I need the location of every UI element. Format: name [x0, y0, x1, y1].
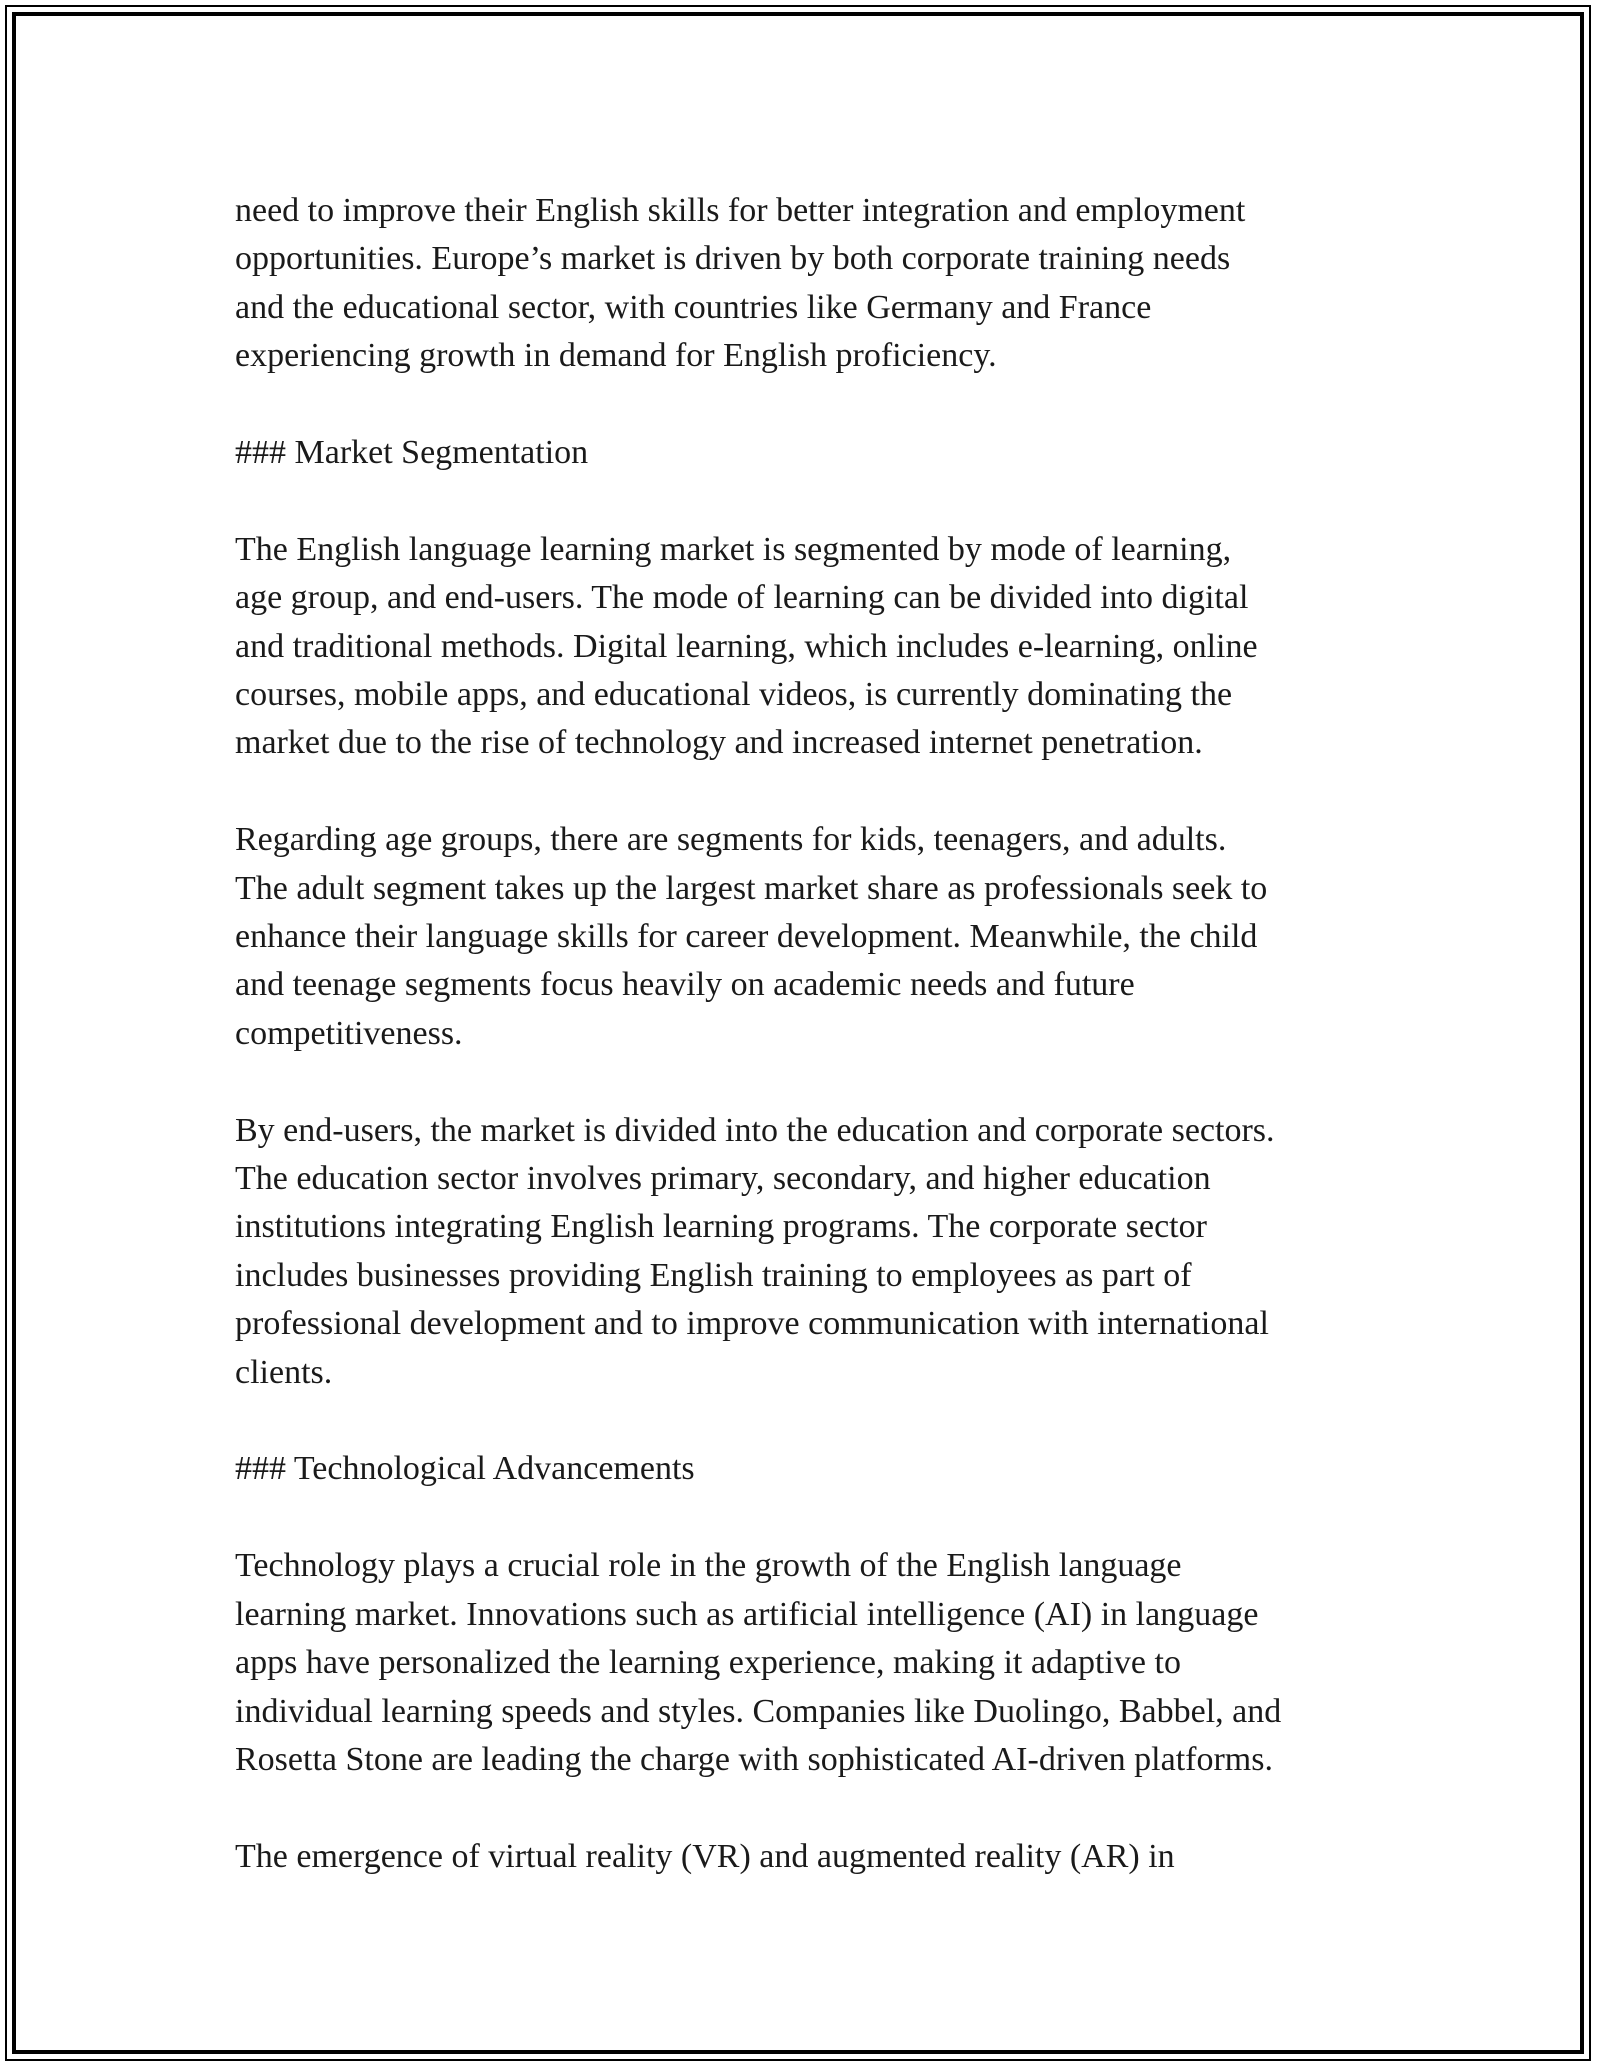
text-line: Regarding age groups, there are segments for kids, teenagers, and adults. — [235, 821, 1227, 859]
text-line: enhance their language skills for career development. Meanwhile, the child — [235, 918, 1258, 956]
text-line: Rosetta Stone are leading the charge with sophisticated AI-driven platforms. — [235, 1740, 1273, 1778]
text-line: clients. — [235, 1353, 333, 1391]
text-line: learning market. Innovations such as artificial intelligence (AI) in language — [235, 1595, 1259, 1633]
text-line: experiencing growth in demand for English proficiency. — [235, 337, 997, 375]
heading-market-segmentation — [235, 429, 1385, 477]
text-line: apps have personalized the learning experience, making it adaptive to — [235, 1644, 1181, 1682]
text-line: age group, and end-users. The mode of learning can be divided into digital — [235, 579, 1249, 617]
paragraph-mode-of-learning — [235, 526, 1385, 768]
text-line: The education sector involves primary, secondary, and higher education — [235, 1160, 1211, 1198]
text-line: and the educational sector, with countries like Germany and France — [235, 288, 1152, 326]
text-line: The adult segment takes up the largest market share as professionals seek to — [235, 869, 1268, 907]
paragraph-vr-ar — [235, 1833, 1385, 1881]
text-line: The emergence of virtual reality (VR) and augmented reality (AR) in — [235, 1837, 1175, 1875]
text-line: courses, mobile apps, and educational videos, is currently dominating the — [235, 676, 1233, 714]
text-line: opportunities. Europe’s market is driven by both corporate training needs — [235, 240, 1231, 278]
text-line: By end-users, the market is divided into the education and corporate sectors. — [235, 1111, 1275, 1149]
text-line: Technology plays a crucial role in the growth of the English language — [235, 1547, 1182, 1585]
heading-technological-advancements — [235, 1445, 1385, 1493]
text-line: The English language learning market is segmented by mode of learning, — [235, 530, 1232, 568]
text-line: and teenage segments focus heavily on academic needs and future — [235, 966, 1135, 1004]
paragraph-technology-role — [235, 1542, 1385, 1784]
text-line: and traditional methods. Digital learning, which includes e-learning, online — [235, 627, 1258, 665]
heading-text: ### Technological Advancements — [235, 1450, 695, 1488]
text-line: need to improve their English skills for better integration and employment — [235, 192, 1246, 229]
text-line: competitiveness. — [235, 1014, 463, 1052]
paragraph-europe-market — [235, 187, 1385, 381]
paragraph-age-groups — [235, 816, 1385, 1058]
paragraph-end-users — [235, 1107, 1385, 1397]
text-line: includes businesses providing English training to employees as part of — [235, 1256, 1192, 1294]
text-line: professional development and to improve communication with international — [235, 1305, 1269, 1343]
heading-text: ### Market Segmentation — [235, 434, 589, 472]
document-body — [235, 187, 1385, 1930]
text-line: individual learning speeds and styles. Companies like Duolingo, Babbel, and — [235, 1692, 1282, 1730]
text-line: institutions integrating English learning programs. The corporate sector — [235, 1208, 1207, 1246]
text-line: market due to the rise of technology and increased internet penetration. — [235, 724, 1203, 762]
